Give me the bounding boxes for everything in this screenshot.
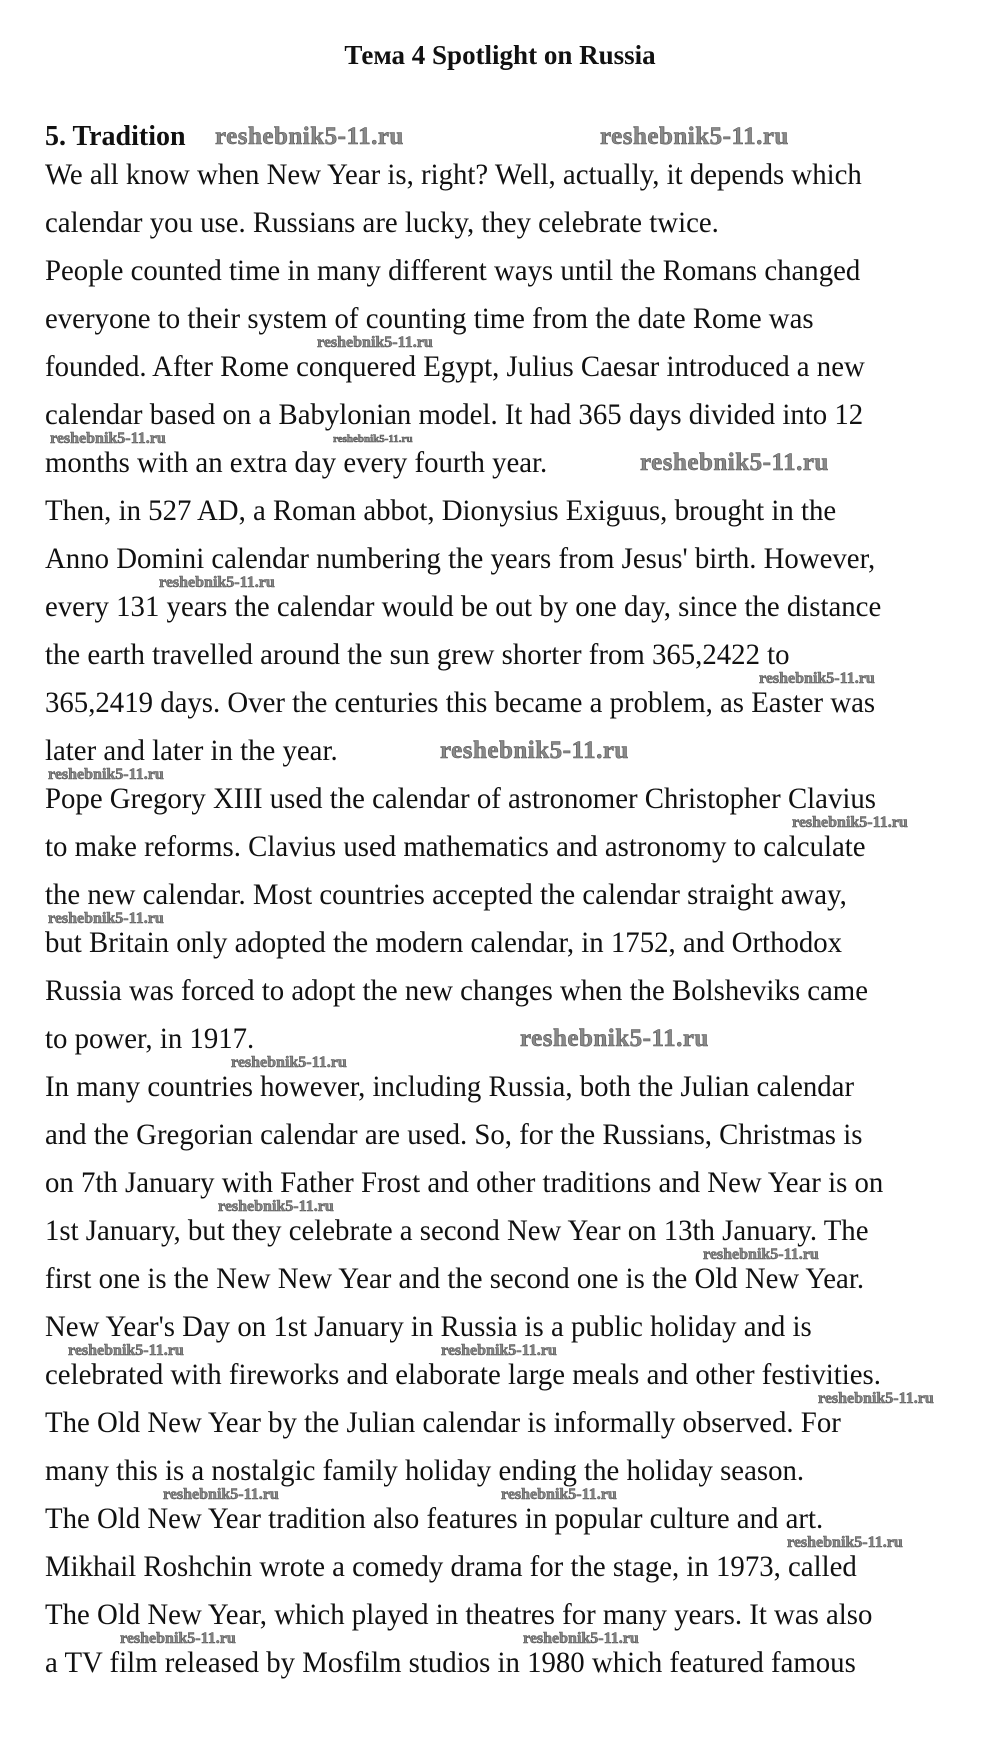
text-line: founded. After Rome conquered Egypt, Julius Caesar introduced a new [45, 350, 865, 383]
watermark: reshebnik5-11.ru [120, 1630, 236, 1647]
text-line: calendar based on a Babylonian model. It had 365 days divided into 12 [45, 398, 864, 431]
watermark: reshebnik5-11.ru [218, 1198, 334, 1215]
watermark: reshebnik5-11.ru [640, 449, 829, 476]
watermark: reshebnik5-11.ru [792, 814, 908, 831]
text-line: Pope Gregory XIII used the calendar of astronomer Christopher Clavius [45, 782, 876, 815]
text-line: 365,2419 days. Over the centuries this became a problem, as Easter was [45, 686, 876, 719]
watermark: reshebnik5-11.ru [333, 433, 413, 445]
watermark: reshebnik5-11.ru [441, 1342, 557, 1359]
text-line: the new calendar. Most countries accepted the calendar straight away, [45, 878, 847, 911]
text-line: many this is a nostalgic family holiday ending the holiday season. [45, 1454, 805, 1487]
text-line: Anno Domini calendar numbering the years from Jesus' birth. However, [45, 542, 876, 575]
watermark: reshebnik5-11.ru [48, 766, 164, 783]
watermark: reshebnik5-11.ru [703, 1246, 819, 1263]
watermark: reshebnik5-11.ru [787, 1534, 903, 1551]
watermark: reshebnik5-11.ru [68, 1342, 184, 1359]
watermark: reshebnik5-11.ru [231, 1054, 347, 1071]
text-line: and the Gregorian calendar are used. So, for the Russians, Christmas is [45, 1118, 863, 1151]
text-line: Mikhail Roshchin wrote a comedy drama for the stage, in 1973, called [45, 1550, 857, 1583]
text-line: but Britain only adopted the modern calendar, in 1752, and Orthodox [45, 926, 843, 959]
text-line: every 131 years the calendar would be out by one day, since the distance [45, 590, 882, 623]
text-line: calendar you use. Russians are lucky, they celebrate twice. [45, 206, 719, 239]
text-line: months with an extra day every fourth year. [45, 446, 548, 479]
watermark: reshebnik5-11.ru [159, 574, 275, 591]
page-title: Тема 4 Spotlight on Russia [344, 40, 656, 70]
watermark: reshebnik5-11.ru [818, 1390, 934, 1407]
text-line: on 7th January with Father Frost and other traditions and New Year is on [45, 1166, 884, 1199]
watermark: reshebnik5-11.ru [759, 670, 875, 687]
watermark: reshebnik5-11.ru [440, 737, 629, 764]
watermark: reshebnik5-11.ru [317, 334, 433, 351]
section-heading: 5. Tradition [45, 121, 186, 152]
text-line: People counted time in many different ways until the Romans changed [45, 254, 861, 287]
text-line: The Old New Year tradition also features in popular culture and art. [45, 1502, 824, 1535]
text-line: first one is the New New Year and the second one is the Old New Year. [45, 1262, 865, 1295]
text-line: 1st January, but they celebrate a second New Year on 13th January. The [45, 1214, 869, 1247]
watermark: reshebnik5-11.ru [501, 1486, 617, 1503]
text-line: everyone to their system of counting time from the date Rome was [45, 302, 814, 335]
text-line: In many countries however, including Russia, both the Julian calendar [45, 1070, 855, 1103]
text-line: The Old New Year by the Julian calendar is informally observed. For [45, 1406, 841, 1439]
text-line: The Old New Year, which played in theatres for many years. It was also [45, 1598, 873, 1631]
text-line: the earth travelled around the sun grew shorter from 365,2422 to [45, 638, 790, 671]
watermark: reshebnik5-11.ru [50, 430, 166, 447]
text-line: New Year's Day on 1st January in Russia is a public holiday and is [45, 1310, 812, 1343]
watermark: reshebnik5-11.ru [520, 1025, 709, 1052]
text-line: later and later in the year. [45, 734, 338, 767]
text-line: celebrated with fireworks and elaborate large meals and other festivities. [45, 1358, 881, 1391]
watermark: reshebnik5-11.ru [48, 910, 164, 927]
watermark: reshebnik5-11.ru [163, 1486, 279, 1503]
text-line: to power, in 1917. [45, 1022, 255, 1055]
text-line: a TV film released by Mosfilm studios in 1980 which featured famous [45, 1646, 856, 1679]
text-line: to make reforms. Clavius used mathematics and astronomy to calculate [45, 830, 866, 863]
text-line: Then, in 527 AD, a Roman abbot, Dionysius Exiguus, brought in the [45, 494, 837, 527]
text-line: Russia was forced to adopt the new changes when the Bolsheviks came [45, 974, 868, 1007]
watermark: reshebnik5-11.ru [600, 123, 789, 150]
text-line: We all know when New Year is, right? Well, actually, it depends which [45, 158, 862, 191]
watermark: reshebnik5-11.ru [215, 123, 404, 150]
body-text [45, 160, 1000, 1696]
watermark: reshebnik5-11.ru [523, 1630, 639, 1647]
